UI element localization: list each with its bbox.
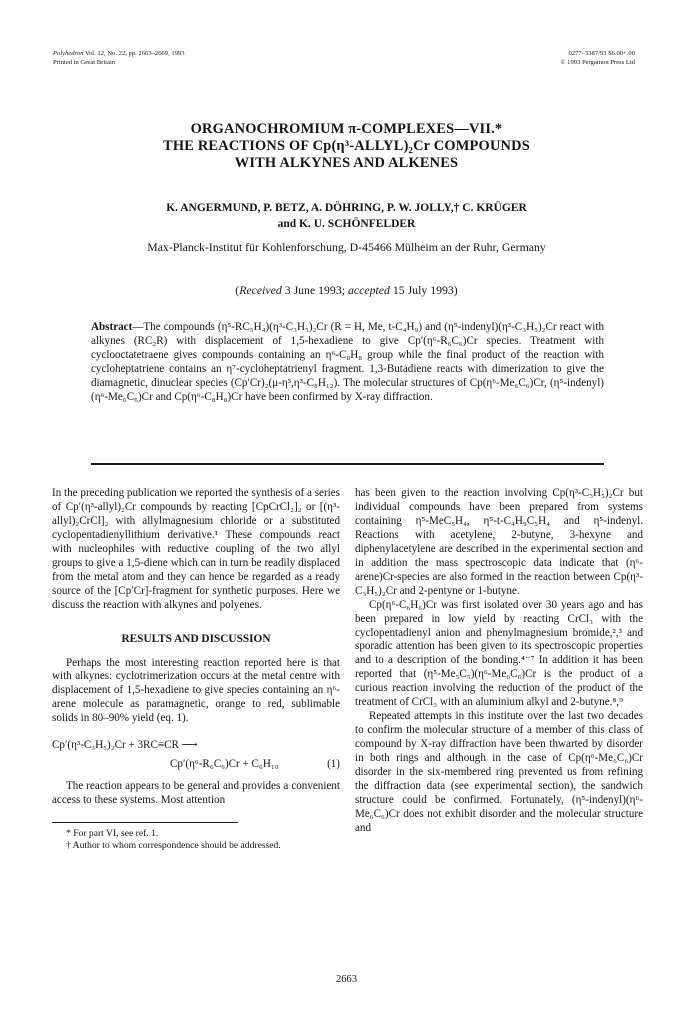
- left-column: [52, 487, 340, 853]
- equation-line-2: [52, 755, 340, 774]
- abstract-text: —The compounds (η⁵-RC₅H₄)(η³-C₃H₅)₂Cr (R = H, Me, t-C₄H₉) and (η⁵-indenyl)(η³-C₃H₅)₂Cr react with alkynes (RC₂R) with displacement of 1,5-hexadiene to give Cp′(η⁶-R₆C₆)Cr species. Treatment with cyclooctatetraene gives compounds containing an η⁶-C₈H₈ group while the final product of the reaction with cycloheptatriene contains an η⁷-cycloheptatrienyl fragment. 1,3-Butadiene reacts with dimerization to give the diamagnetic, dinuclear species (Cp′Cr)₂(μ-η³,η³-C₈H₁₂). The molecular structures of Cp(η⁶-Me₆C₆)Cr, (η⁵-indenyl)(η⁶-Me₆C₆)Cr and Cp(η⁶-C₈H₈)Cr have been confirmed by X-ray diffraction.: [91, 321, 604, 404]
- abstract-label: Abstract: [91, 321, 133, 333]
- footnote-1: * For part VI, see ref. 1.: [66, 828, 159, 840]
- accepted-date: 15 July 1993): [389, 283, 458, 297]
- authors-line-2: and K. U. SCHÖNFELDER: [277, 217, 416, 230]
- right-paragraph-3: Repeated attempts in this institute over the last two decades to confirm the molecular structure of a member of this class of compound by X-ray diffraction have been thwarted by disorder in both rings and although in the case of Cp(η⁶-Me₆C₆)Cr disorder in the six-membered ring prevented us from refining the diffraction data (see experimental section), the sandwich structure could be confirmed. Fortunately, (η⁵-indenyl)(η⁶-Me₆C₆)Cr does not exhibit disorder and the molecular structure and: [355, 710, 643, 834]
- results-paragraph-2: The reaction appears to be general and provides a convenient access to these systems. Most attention: [52, 780, 340, 807]
- right-column: [355, 487, 643, 836]
- received-label: Received: [239, 283, 282, 297]
- footnote-2: † Author to whom correspondence should be addressed.: [66, 840, 281, 852]
- equation-line-1: Cp′(η³-C₃H₅)₂Cr + 3RC≡CR ⟶: [52, 739, 198, 752]
- printed-in: Printed in Great Britain: [53, 58, 116, 66]
- equation-number: (1): [327, 758, 340, 771]
- section-heading: RESULTS AND DISCUSSION: [121, 632, 271, 645]
- abstract-divider: [91, 463, 604, 465]
- abstract: [91, 320, 604, 404]
- title-line-1: ORGANOCHROMIUM π-COMPLEXES—VII.*: [190, 121, 503, 137]
- received-dates: (Received 3 June 1993; accepted 15 July 1993): [235, 283, 458, 297]
- author-list: [40, 201, 653, 232]
- issn-price: 0277–5387/93 $6.00+.00: [568, 50, 635, 57]
- intro-paragraph: In the preceding publication we reported the synthesis of a series of Cp′(η³-allyl)₂Cr compounds by reacting [CpCrCl₂]₂ or [(η³-allyl)₂CrCl]₂ with allylmagnesium chloride or a substituted cyclopentadienyllithium derivative.¹ These compounds react with nucleophiles with reductive coupling of the two allyl groups to give a 1,5-diene which can in turn be readily displaced from the metal atom and they can hence be regarded as a ready source of the [Cp′Cr]-fragment for synthetic purposes. Here we discuss the reaction with alkynes and polyenes.: [52, 487, 340, 611]
- received-date: 3 June 1993;: [281, 283, 348, 297]
- affiliation: Max-Planck-Institut für Kohlenforschung, D-45466 Mülheim an der Ruhr, Germany: [147, 240, 546, 254]
- authors-line-1: K. ANGERMUND, P. BETZ, A. DÖHRING, P. W. JOLLY,† C. KRÜGER: [166, 202, 527, 214]
- paper-title: [40, 121, 653, 172]
- right-paragraph-1: has been given to the reaction involving Cp(η³-C₃H₅)₂Cr but individual compounds have been prepared from systems containing η⁵-MeC₅H₄, η⁵-t-C₄H₉C₅H₄ and η⁵-indenyl. Reactions with acetylene, 2-butyne, 3-hexyne and diphenylacetylene are described in the experimental section and in addition the mass spectroscopic data indicate that (η⁶-arene)Cr-species are also formed in the reaction between Cp(η³-C₃H₅)₂Cr and 2-pentyne or 1-butyne.: [355, 487, 643, 597]
- equation-products: Cp′(η⁶-R₆C₆)Cr + C₆H₁₀: [170, 758, 279, 771]
- journal-name: Polyhedron: [53, 50, 84, 57]
- running-header-right: [561, 50, 636, 67]
- copyright-line: © 1993 Pergamon Press Ltd: [560, 58, 635, 66]
- accepted-label: accepted: [347, 283, 390, 297]
- running-header-left: [53, 50, 185, 67]
- right-paragraph-2: Cp(η⁶-C₆H₆)Cr was first isolated over 30 years ago and has been prepared in low yield by reacting CrCl₃ with the cyclopentadienyl anion and phenylmagnesium bromide,²,³ and sporadic attention has been given to its spectroscopic properties and to a description of the bonding.⁴⁻⁷ In addition it has been reported that (η⁵-Me₅C₅)(η⁶-Me₆C₆)Cr is the product of a curious reaction involving the reduction of the product of the treatment of CrCl₃ with an aluminium alkyl and 2-butyne.⁸,⁹: [355, 598, 643, 709]
- footnote-rule: [52, 822, 238, 823]
- title-line-3: WITH ALKYNES AND ALKENES: [234, 155, 459, 171]
- equation-1: [52, 736, 340, 774]
- results-paragraph-1: Perhaps the most interesting reaction reported here is that with alkynes: cyclotrimerization occurs at the metal centre with displacement of 1,5-hexadiene to give species containing an η⁶-arene molecule as paramagnetic, orange to red, sublimable solids in 80–90% yield (eq. 1).: [52, 656, 340, 725]
- title-line-2: THE REACTIONS OF Cp(η³-ALLYL)₂Cr COMPOUNDS: [163, 138, 530, 154]
- page-number: 2663: [336, 974, 357, 985]
- journal-citation: Vol. 12, No. 22, pp. 2663–2669, 1993: [83, 50, 185, 57]
